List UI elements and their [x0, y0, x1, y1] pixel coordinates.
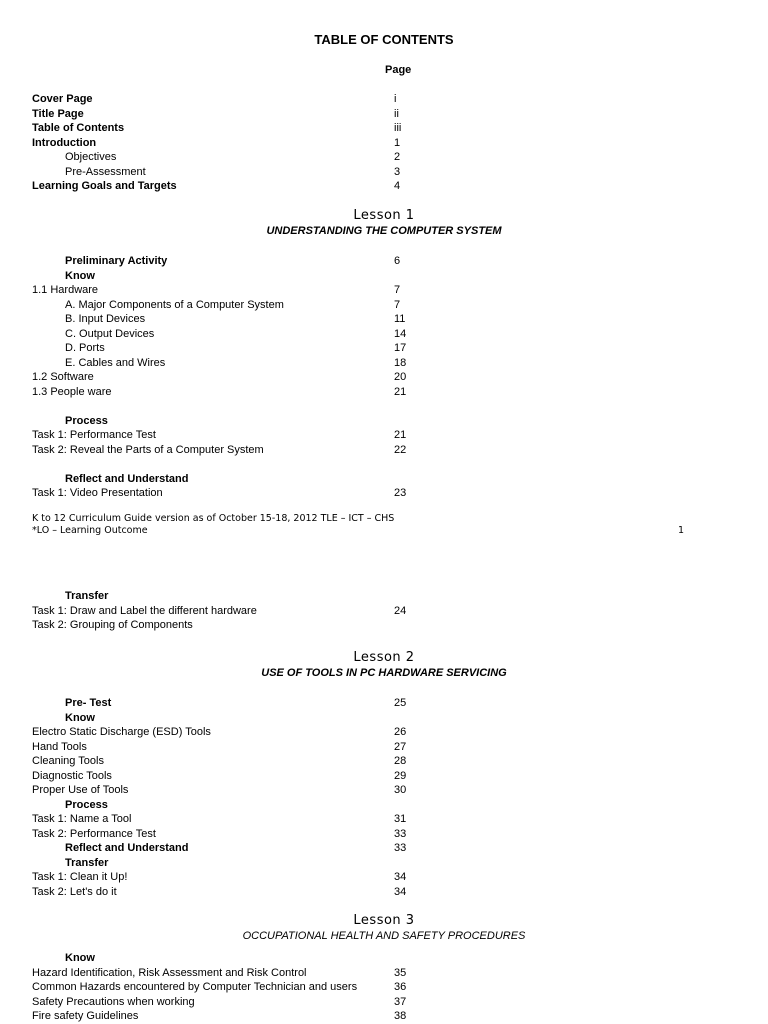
toc-entry-page: i: [394, 93, 397, 105]
lesson2-subtitle: USE OF TOOLS IN PC HARDWARE SERVICING: [261, 667, 507, 679]
toc-entry-label: Safety Precautions when working: [32, 995, 195, 1008]
toc-entry-page: 24: [394, 604, 407, 617]
page-column-header: Page: [385, 64, 412, 76]
toc-entry-label: 1.2 Software: [32, 371, 94, 383]
toc-entry-page: 14: [394, 327, 407, 340]
lesson3-subtitle: OCCUPATIONAL HEALTH AND SAFETY PROCEDURES: [242, 930, 526, 942]
toc-entry-label: Pre-Assessment: [65, 165, 146, 178]
toc-entry-label: Process: [65, 414, 108, 427]
toc-entry-label: Preliminary Activity: [65, 255, 168, 267]
toc-entry-page: 29: [394, 769, 407, 782]
toc-entry-label: Transfer: [65, 856, 109, 869]
lesson2-title: Lesson 2: [353, 650, 415, 665]
toc-entry-page: 34: [394, 885, 407, 898]
toc-entry-label: Task 1: Performance Test: [32, 429, 156, 441]
toc-entry-page: 22: [394, 443, 407, 456]
toc-entry-label: 1.3 People ware: [32, 385, 112, 398]
toc-entry-label: Task 2: Performance Test: [32, 827, 156, 840]
toc-entry-label: Hand Tools: [32, 740, 87, 753]
toc-entry-label: Task 2: Reveal the Parts of a Computer System: [32, 443, 264, 456]
toc-entry-page: 7: [394, 284, 401, 296]
toc-entry-label: Proper Use of Tools: [32, 784, 129, 796]
toc-entry-page: 23: [394, 487, 407, 499]
toc-entry-label: Pre- Test: [65, 697, 112, 709]
toc-entry-page: 31: [394, 813, 407, 825]
toc-entry-label: Cleaning Tools: [32, 755, 104, 767]
toc-entry-page: 3: [394, 165, 401, 178]
toc-entry-label: Electro Static Discharge (ESD) Tools: [32, 726, 211, 738]
toc-entry-page: iii: [394, 122, 402, 134]
toc-entry-page: 6: [394, 255, 401, 267]
toc-entry-label: Fire safety Guidelines: [32, 1010, 139, 1022]
toc-entry-page: 34: [394, 871, 407, 883]
toc-entry-page: 17: [394, 342, 407, 354]
footer-curriculum-line: K to 12 Curriculum Guide version as of October 15-18, 2012 TLE – ICT – CHS: [32, 513, 395, 524]
toc-entry-label: Task 1: Name a Tool: [32, 813, 132, 825]
toc-entry-label: Common Hazards encountered by Computer Technician and users: [32, 981, 358, 993]
lesson3-title: Lesson 3: [353, 913, 415, 928]
toc-title: TABLE OF CONTENTS: [314, 32, 454, 47]
footer-outcome-line: *LO – Learning Outcome: [32, 525, 148, 536]
toc-entry-label: Task 2: Let's do it: [32, 885, 117, 898]
toc-entry-page: 21: [394, 385, 407, 398]
toc-entry-page: 7: [394, 298, 401, 311]
toc-entry-label: Title Page: [32, 107, 84, 120]
lesson1-subtitle: UNDERSTANDING THE COMPUTER SYSTEM: [266, 225, 502, 237]
toc-entry-label: Task 2: Grouping of Components: [32, 619, 193, 631]
toc-entry-page: 30: [394, 784, 407, 796]
toc-entry-label: Task 1: Video Presentation: [32, 487, 163, 499]
toc-entry-page: 2: [394, 151, 401, 163]
toc-entry-label: Know: [65, 952, 95, 964]
toc-entry-label: Reflect and Understand: [65, 842, 189, 854]
toc-entry-page: 33: [394, 842, 407, 854]
toc-entry-page: 27: [394, 740, 407, 753]
lesson1-title: Lesson 1: [353, 208, 415, 223]
toc-entry-page: 37: [394, 995, 407, 1008]
toc-entry-label: Transfer: [65, 590, 109, 602]
toc-entry-label: Learning Goals and Targets: [32, 180, 177, 192]
toc-entry-page: ii: [394, 107, 399, 120]
toc-entry-page: 25: [394, 697, 407, 709]
toc-entry-page: 28: [394, 755, 407, 767]
toc-entry-page: 11: [394, 313, 406, 325]
toc-entry-label: A. Major Components of a Computer System: [65, 298, 284, 311]
toc-entry-page: 38: [394, 1010, 407, 1022]
toc-entry-label: B. Input Devices: [65, 313, 146, 325]
toc-entry-label: D. Ports: [65, 342, 105, 354]
toc-entry-label: Objectives: [65, 151, 117, 163]
toc-entry-label: Cover Page: [32, 93, 93, 105]
toc-entry-page: 26: [394, 726, 407, 738]
toc-entry-label: Know: [65, 269, 95, 282]
toc-entry-label: Know: [65, 711, 95, 724]
toc-entry-page: 33: [394, 827, 407, 840]
toc-entry-label: Reflect and Understand: [65, 472, 189, 485]
toc-entry-label: Task 1: Clean it Up!: [32, 871, 128, 883]
toc-entry-page: 35: [394, 966, 407, 979]
toc-entry-label: Diagnostic Tools: [32, 769, 112, 782]
toc-entry-page: 18: [394, 356, 407, 369]
toc-entry-label: Hazard Identification, Risk Assessment and Risk Control: [32, 966, 307, 979]
footer-page-number: 1: [678, 525, 685, 536]
toc-entry-label: C. Output Devices: [65, 327, 155, 340]
toc-entry-page: 4: [394, 180, 401, 192]
toc-entry-label: Task 1: Draw and Label the different hardware: [32, 604, 257, 617]
toc-entry-label: E. Cables and Wires: [65, 356, 166, 369]
toc-entry-page: 36: [394, 981, 407, 993]
toc-entry-label: Process: [65, 798, 108, 811]
toc-entry-label: 1.1 Hardware: [32, 284, 99, 296]
toc-entry-label: Table of Contents: [32, 122, 125, 134]
toc-entry-page: 20: [394, 371, 407, 383]
toc-entry-label: Introduction: [32, 136, 97, 149]
toc-entry-page: 21: [394, 429, 407, 441]
toc-entry-page: 1: [394, 136, 401, 149]
